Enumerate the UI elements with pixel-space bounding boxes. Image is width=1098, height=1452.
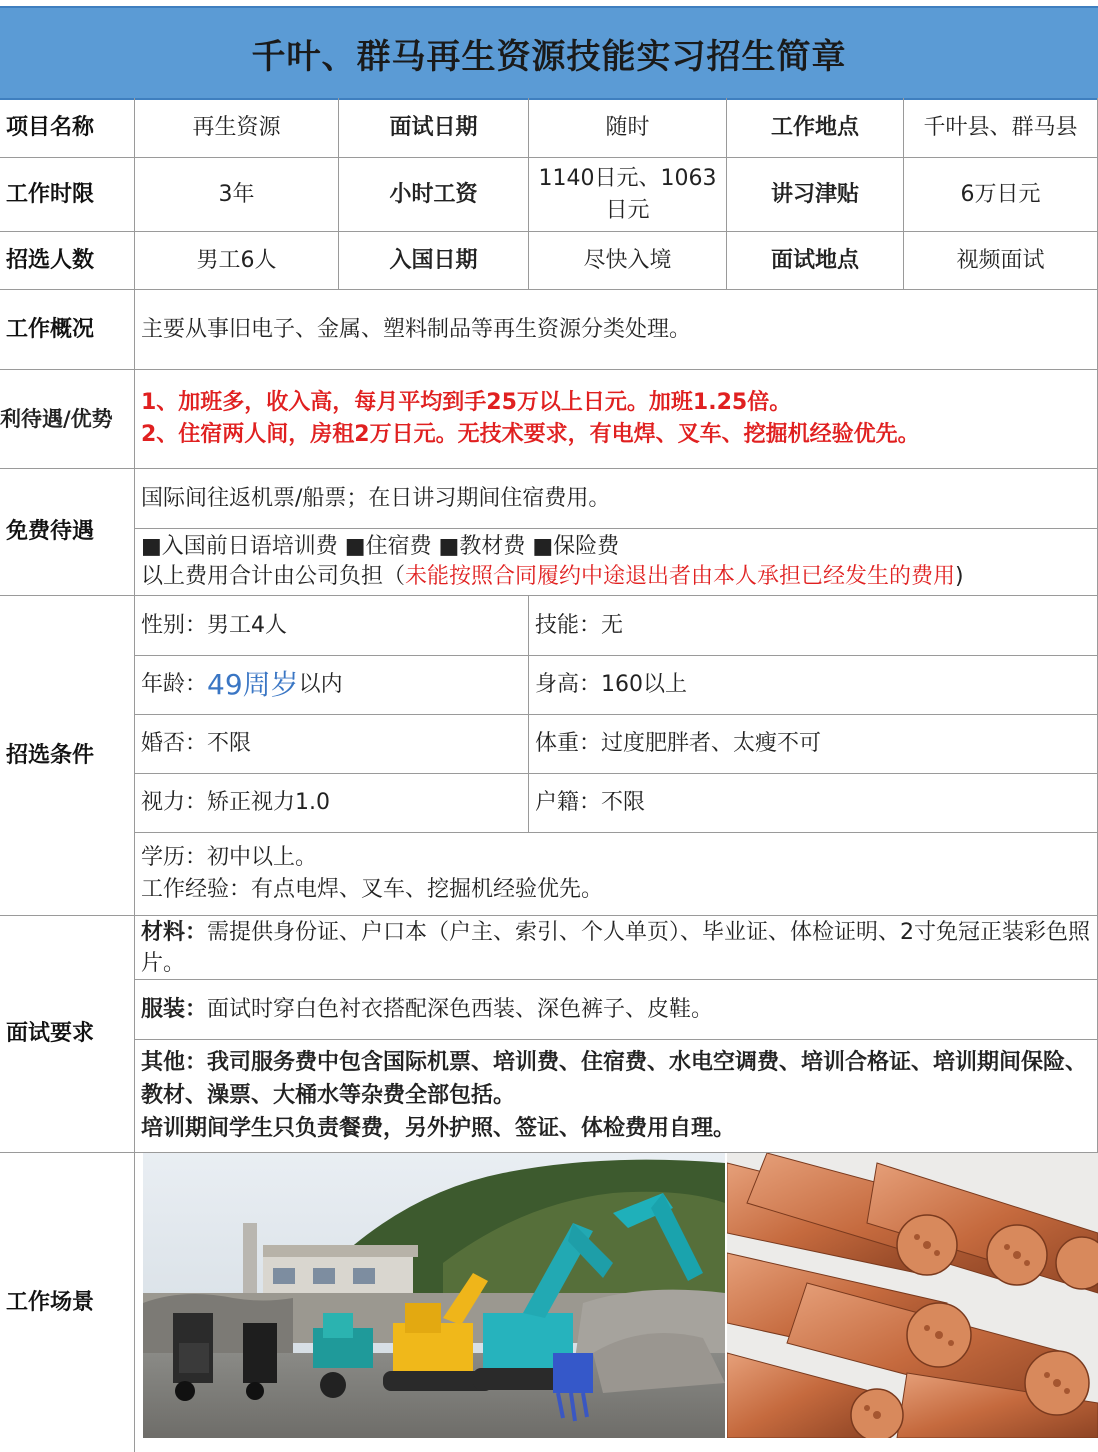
materials-text: 需提供身份证、户口本（户主、索引、个人单页）、毕业证、体检证明、2寸免冠正装彩色照片。 — [141, 920, 1091, 976]
scene-label: 工作场景 — [0, 1153, 135, 1452]
free-line-3-warning: 未能按照合同履约中途退出者由本人承担已经发生的费用 — [405, 564, 956, 589]
term-label: 工作时限 — [0, 158, 135, 232]
dress-text: 面试时穿白色衬衣搭配深色西装、深色裤子、皮鞋。 — [207, 996, 714, 1022]
condition-height: 身高：160以上 — [529, 656, 1098, 715]
conditions-label: 招选条件 — [0, 596, 135, 916]
interview-place-value: 视频面试 — [904, 232, 1098, 290]
project-value: 再生资源 — [135, 98, 339, 158]
other-line-1: 其他：我司服务费中包含国际机票、培训费、住宿费、水电空调费、培训合格证、培训期间保险、教材、澡票、大桶水等杂费全部包括。 — [141, 1050, 1088, 1108]
age-highlight: 49周岁 — [207, 668, 299, 701]
recruit-count-label: 招选人数 — [0, 232, 135, 290]
overview-text: 主要从事旧电子、金属、塑料制品等再生资源分类处理。 — [135, 290, 1098, 370]
interview-date-label: 面试日期 — [339, 98, 529, 158]
location-label: 工作地点 — [727, 98, 904, 158]
free-line-3: 以上费用合计由公司负担（未能按照合同履约中途退出者由本人承担已经发生的费用) — [141, 564, 964, 589]
condition-age: 年龄： 49周岁 以内 — [135, 656, 529, 715]
benefits-content — [135, 370, 1098, 469]
allowance-value: 6万日元 — [904, 158, 1098, 232]
condition-gender: 性别：男工4人 — [135, 596, 529, 656]
interview-dress — [135, 980, 1098, 1040]
location-value: 千叶县、群马县 — [904, 98, 1098, 158]
term-value: 3年 — [135, 158, 339, 232]
free-fees — [135, 529, 1098, 596]
copper-wire-illustration — [727, 1153, 1098, 1438]
excavator-yard-illustration — [143, 1153, 725, 1438]
other-line-2: 培训期间学生只负责餐费，另外护照、签证、体检费用自理。 — [141, 1116, 736, 1141]
page-title: 千叶、群马再生资源技能实习招生简章 — [0, 6, 1098, 100]
interview-materials — [135, 916, 1098, 980]
interview-place-label: 面试地点 — [727, 232, 904, 290]
hourly-wage-value: 1140日元、1063日元 — [529, 158, 727, 232]
materials-label: 材料： — [141, 920, 208, 945]
benefits-line-1: 1、加班多，收入高，每月平均到手25万以上日元。加班1.25倍。 — [141, 390, 792, 415]
condition-education: 学历：初中以上。 — [141, 845, 318, 870]
condition-education-experience — [135, 833, 1098, 916]
condition-marriage: 婚否：不限 — [135, 715, 529, 774]
overview-label: 工作概况 — [0, 290, 135, 370]
condition-skill: 技能：无 — [529, 596, 1098, 656]
free-label: 免费待遇 — [0, 469, 135, 596]
dress-label: 服装： — [141, 996, 208, 1022]
interview-label: 面试要求 — [0, 916, 135, 1153]
allowance-label: 讲习津贴 — [727, 158, 904, 232]
hourly-wage-label: 小时工资 — [339, 158, 529, 232]
interview-date-value: 随时 — [529, 98, 727, 158]
project-label: 项目名称 — [0, 98, 135, 158]
benefits-label: 利待遇/优势 — [0, 370, 135, 469]
interview-other — [135, 1040, 1098, 1153]
condition-vision: 视力：矫正视力1.0 — [135, 774, 529, 833]
condition-experience: 工作经验：有点电焊、叉车、挖掘机经验优先。 — [141, 877, 604, 902]
entry-date-value: 尽快入境 — [529, 232, 727, 290]
benefits-line-2: 2、住宿两人间，房租2万日元。无技术要求，有电焊、叉车、挖掘机经验优先。 — [141, 422, 920, 447]
condition-hukou: 户籍：不限 — [529, 774, 1098, 833]
copper-wire-photo — [727, 1153, 1098, 1438]
recruit-count-value: 男工6人 — [135, 232, 339, 290]
free-line-1: 国际间往返机票/船票；在日讲习期间住宿费用。 — [135, 469, 1098, 529]
excavator-yard-photo — [143, 1153, 725, 1438]
entry-date-label: 入国日期 — [339, 232, 529, 290]
free-line-2: ■入国前日语培训费 ■住宿费 ■教材费 ■保险费 — [141, 534, 620, 559]
condition-weight: 体重：过度肥胖者、太瘦不可 — [529, 715, 1098, 774]
